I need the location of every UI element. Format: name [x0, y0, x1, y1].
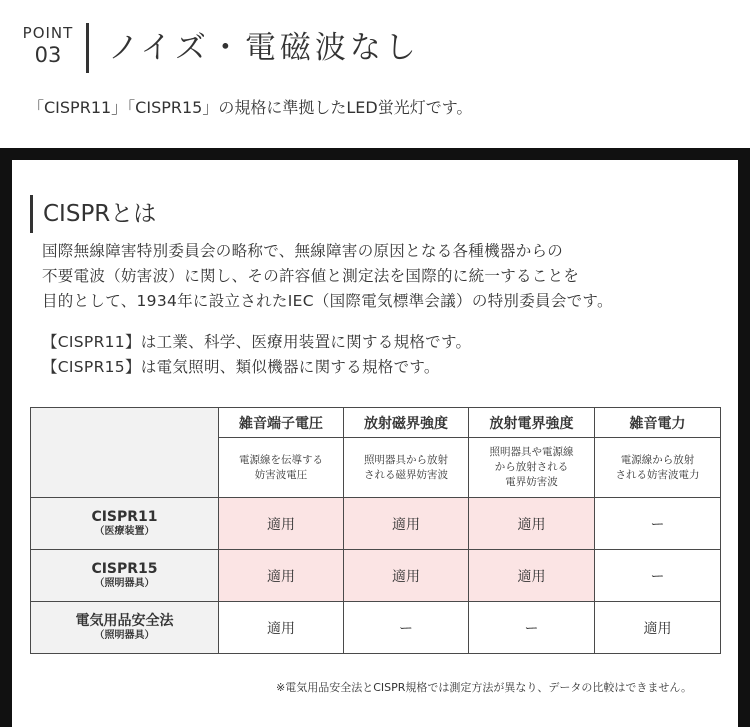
desc-line: 妨害波電圧 [254, 468, 308, 481]
desc-line: から放射される [494, 461, 569, 473]
description-line: 国際無線障害特別委員会の略称で、無線障害の原因となる各種機器からの [42, 242, 564, 260]
desc-line: 照明器具から放射 [364, 453, 448, 466]
row-sub: （医療装置） [94, 526, 155, 537]
desc-line: される妨害波電力 [615, 468, 700, 481]
desc-line: 電源線を伝導する [239, 453, 323, 466]
column-description [344, 438, 469, 498]
cispr-panel [12, 160, 738, 727]
table-cell: 適用 [219, 498, 344, 550]
header-divider [86, 23, 89, 73]
table-cell: ー [595, 498, 721, 550]
row-name: 電気用品安全法 [75, 613, 174, 629]
table-cell: 適用 [344, 498, 469, 550]
row-name: CISPR11 [91, 509, 158, 525]
column-description [219, 438, 344, 498]
column-header: 雑音端子電圧 [219, 408, 344, 438]
page-subtitle: 「CISPR11」「CISPR15」の規格に準拠したLED蛍光灯です。 [28, 98, 473, 117]
cispr-standards-list [42, 330, 471, 380]
desc-line: 電界妨害波 [505, 476, 558, 488]
table-row [31, 602, 721, 654]
desc-line: される磁界妨害波 [364, 468, 448, 481]
point-badge [18, 24, 78, 68]
table-cell: ー [595, 550, 721, 602]
comparison-table [30, 407, 721, 654]
point-number: 03 [34, 43, 62, 67]
table-header-row [31, 408, 721, 438]
description-line: 不要電波（妨害波）に関し、その許容値と測定法を国際的に統一することを [42, 267, 580, 285]
column-description [595, 438, 721, 498]
column-header: 放射磁界強度 [344, 408, 469, 438]
row-name: CISPR15 [91, 561, 158, 577]
table-cell: 適用 [595, 602, 721, 654]
row-header [31, 498, 219, 550]
section-title: CISPRとは [43, 201, 157, 227]
section-divider [30, 195, 33, 233]
standard-line: 【CISPR15】は電気照明、類似機器に関する規格です。 [42, 358, 440, 376]
column-header: 放射電界強度 [469, 408, 595, 438]
table-cell: 適用 [344, 550, 469, 602]
table-cell: ー [469, 602, 595, 654]
column-description [469, 438, 595, 498]
table-cell: 適用 [219, 550, 344, 602]
standard-line: 【CISPR11】は工業、科学、医療用装置に関する規格です。 [42, 333, 472, 351]
row-sub: （照明器具） [94, 630, 155, 641]
table-row [31, 550, 721, 602]
row-header [31, 602, 219, 654]
dark-frame [0, 148, 750, 727]
column-header: 雑音電力 [595, 408, 721, 438]
point-label: POINT [22, 24, 74, 42]
cispr-description [42, 239, 613, 314]
table-row [31, 498, 721, 550]
description-line: 目的として、1934年に設立されたIEC（国際電気標準会議）の特別委員会です。 [42, 292, 613, 310]
desc-line: 照明器具や電源線 [489, 446, 574, 458]
row-header [31, 550, 219, 602]
desc-line: 電源線から放射 [620, 453, 695, 466]
table-corner-cell [31, 408, 219, 498]
table-cell: ー [344, 602, 469, 654]
table-cell: 適用 [219, 602, 344, 654]
footnote: ※電気用品安全法とCISPR規格では測定方法が異なり、データの比較はできません。 [276, 681, 693, 694]
row-sub: （照明器具） [94, 578, 155, 589]
table-cell: 適用 [469, 498, 595, 550]
table-cell: 適用 [469, 550, 595, 602]
page-title: ノイズ・電磁波なし [108, 30, 420, 66]
